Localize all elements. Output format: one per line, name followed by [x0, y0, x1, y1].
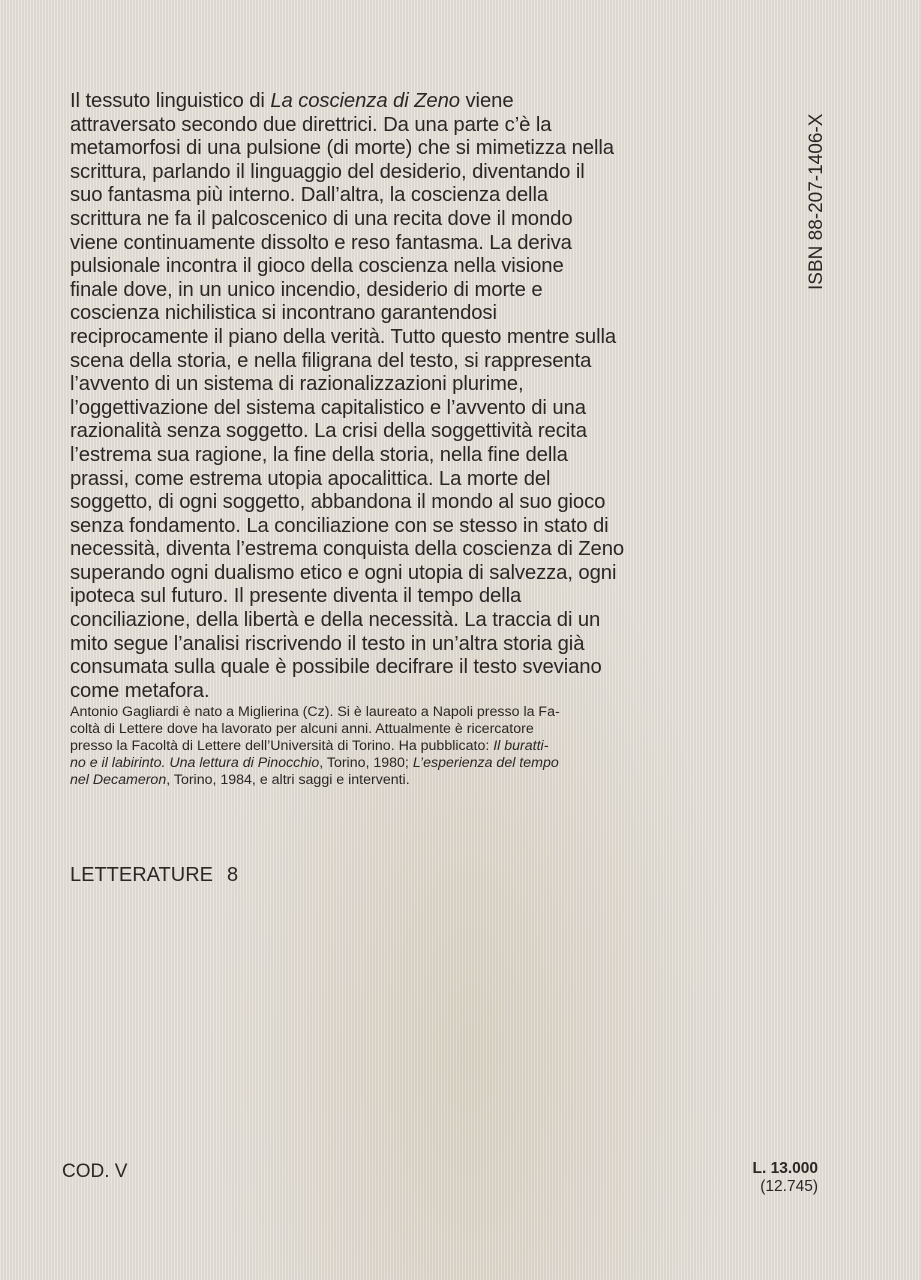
bio-text: , Torino, 1984, e altri saggi e interventi.	[166, 772, 410, 788]
blurb-line: metamorfosi di una pulsione (di morte) che si mimetizza nella	[70, 137, 614, 160]
price-lire: L. 13.000	[752, 1160, 818, 1177]
blurb-line: l’estrema sua ragione, la fine della storia, nella fine della	[70, 443, 568, 466]
blurb-line: scena della storia, e nella filigrana del testo, si rappresenta	[70, 349, 592, 372]
author-bio	[70, 704, 560, 789]
blurb-line	[70, 90, 624, 114]
price-net: (12.745)	[760, 1178, 818, 1195]
isbn: ISBN 88-207-1406-X	[806, 113, 827, 290]
book-title: La coscienza di Zeno	[270, 90, 460, 112]
blurb-line: suo fantasma più interno. Dall’altra, la coscienza della	[70, 184, 549, 207]
blurb-line: necessità, diventa l’estrema conquista della coscienza di Zeno	[70, 538, 625, 561]
blurb-line: reciprocamente il piano della verità. Tutto questo mentre sulla	[70, 325, 617, 348]
blurb-line: pulsionale incontra il gioco della coscienza nella visione	[70, 255, 564, 278]
bio-line	[70, 755, 560, 772]
bio-text: presso la Facoltà di Lettere dell’Università di Torino. Ha pubblicato:	[70, 738, 494, 754]
series-name: LETTERATURE	[70, 864, 213, 886]
blurb-line: scrittura, parlando il linguaggio del desiderio, diventando il	[70, 160, 585, 183]
series-label	[70, 864, 238, 887]
blurb-text: viene	[459, 90, 514, 112]
blurb-line: ipoteca sul futuro. Il presente diventa il tempo della	[70, 585, 522, 608]
bio-line	[70, 772, 560, 789]
code: COD. V	[62, 1161, 128, 1182]
blurb-line: razionalità senza soggetto. La crisi della soggettività recita	[70, 420, 587, 443]
price	[753, 1160, 819, 1196]
work-title: Il buratti-	[493, 738, 549, 754]
series-number: 8	[226, 864, 239, 886]
blurb-line: mito segue l’analisi riscrivendo il testo in un’altra storia già	[70, 632, 585, 655]
blurb-line: l’avvento di un sistema di razionalizzazioni plurime,	[70, 373, 524, 396]
blurb-text: Il tessuto linguistico di	[70, 90, 271, 112]
bio-line: coltà di Lettere dove ha lavorato per alcuni anni. Attualmente è ricercatore	[70, 721, 534, 737]
blurb-line: prassi, come estrema utopia apocalittica. La morte del	[70, 467, 551, 490]
blurb-line: superando ogni dualismo etico e ogni utopia di salvezza, ogni	[70, 561, 617, 584]
blurb-line: finale dove, in un unico incendio, desiderio di morte e	[70, 278, 543, 301]
bio-line: Antonio Gagliardi è nato a Miglierina (Cz). Si è laureato a Napoli presso la Fa-	[70, 704, 560, 720]
blurb-line: coscienza nichilistica si incontrano garantendosi	[70, 302, 497, 325]
blurb-line: consumata sulla quale è possibile decifrare il testo sveviano	[70, 656, 602, 679]
work-title: L’esperienza del tempo	[412, 755, 559, 771]
work-title: no e il labirinto. Una lettura di Pinocchio	[70, 755, 320, 771]
blurb-line: scrittura ne fa il palcoscenico di una recita dove il mondo	[70, 207, 573, 230]
bio-text: , Torino, 1980;	[319, 755, 413, 771]
blurb-line: come metafora.	[70, 679, 210, 702]
blurb-line: soggetto, di ogni soggetto, abbandona il mondo al suo gioco	[70, 491, 606, 514]
blurb-line: l’oggettivazione del sistema capitalistico e l’avvento di una	[70, 396, 586, 419]
blurb-line: viene continuamente dissolto e reso fantasma. La deriva	[70, 231, 572, 254]
blurb-line: attraversato secondo due direttrici. Da una parte c’è la	[70, 113, 552, 136]
bio-line	[70, 738, 560, 755]
work-title: nel Decameron	[70, 772, 167, 788]
blurb-line: conciliazione, della libertà e della necessità. La traccia di un	[70, 609, 601, 632]
blurb	[70, 90, 624, 703]
blurb-line: senza fondamento. La conciliazione con se stesso in stato di	[70, 514, 609, 537]
